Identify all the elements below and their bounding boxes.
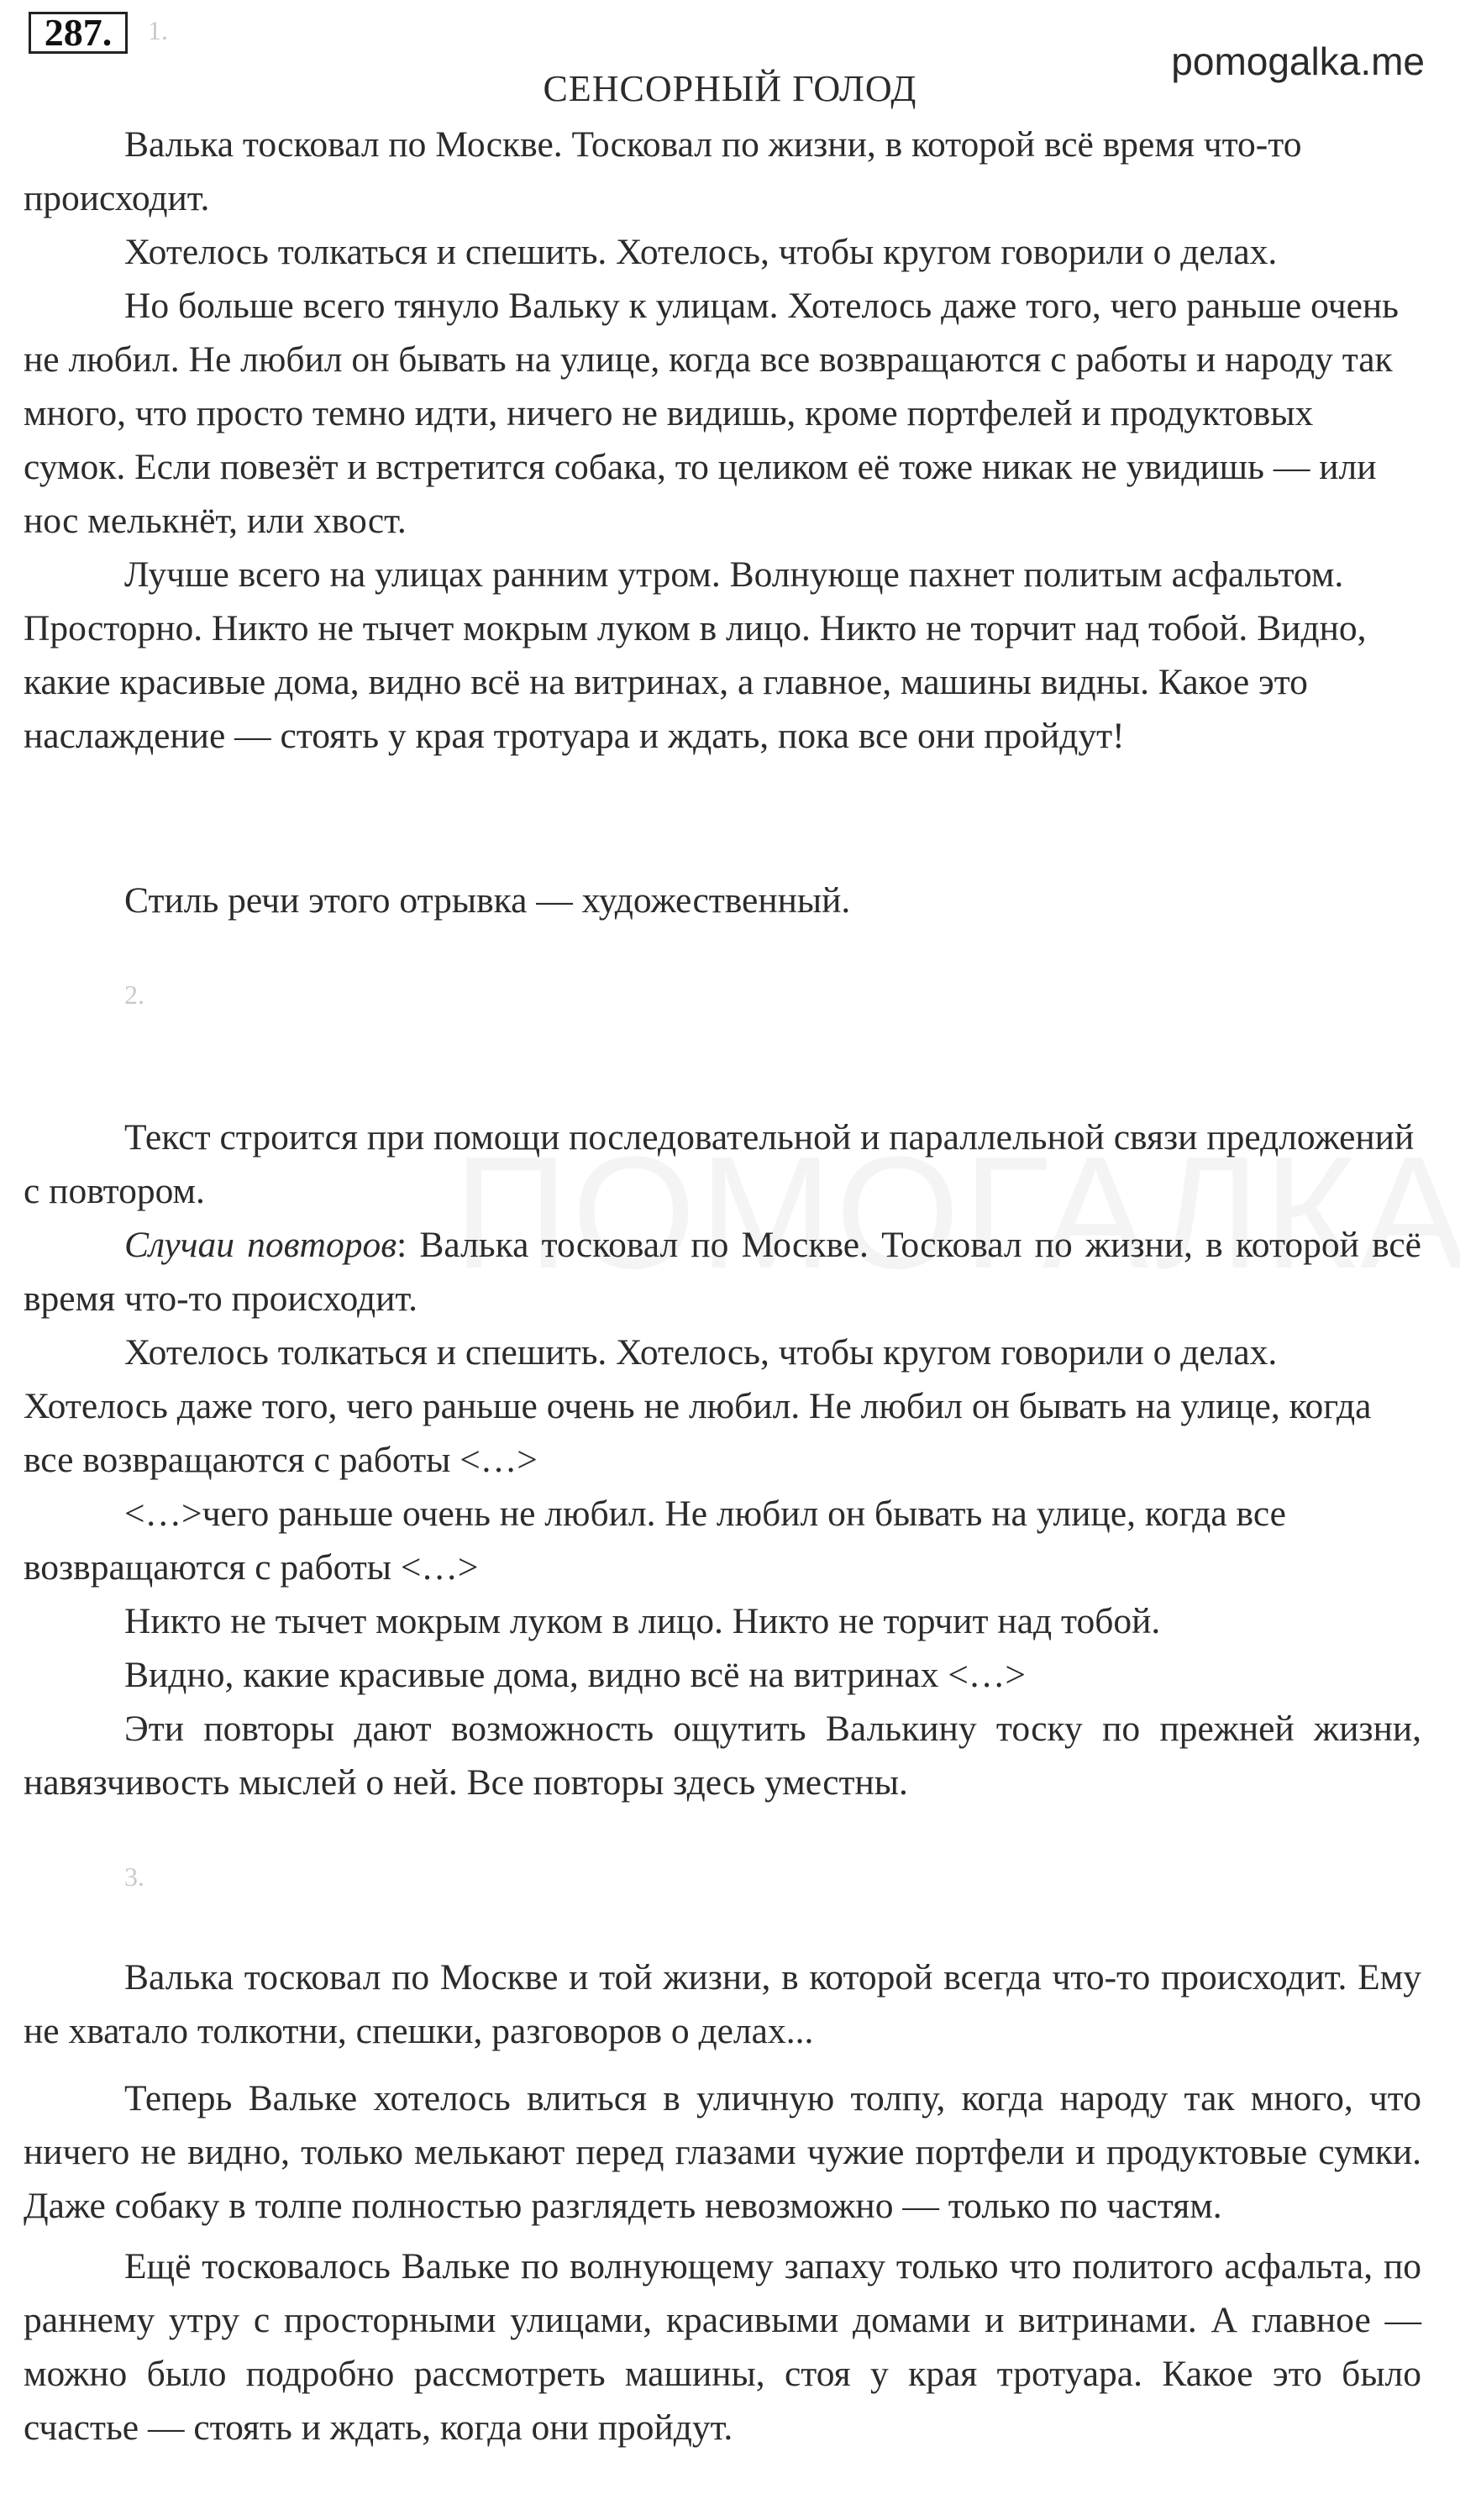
text-title: СЕНСОРНЫЙ ГОЛОД <box>543 68 917 109</box>
paragraph: Видно, какие красивые дома, видно всё на витринах <…> <box>124 1655 1026 1695</box>
paragraph: Валька тосковал по Москве и той жизни, в которой всегда что-то происходит. Ему не хватало толкотни, спешки, разговоров о делах... <box>24 1957 1421 2051</box>
repeat-cases-text: : Валька тосковал по Москве. Тосковал по жизни, в которой всё время что-то происходит. <box>24 1225 1421 1319</box>
paragraph <box>24 1218 1421 1326</box>
task-marker-2: 2. <box>124 979 144 1010</box>
repeat-cases-label: Случаи повторов <box>124 1225 397 1265</box>
paragraph: Лучше всего на улицах ранним утром. Волнующе пахнет политым асфальтом. Просторно. Никто не тычет мокрым луком в лицо. Никто не торчит над тобой. Видно, какие красивые дома, видно всё на витринах, а главное, машины видны. Какое это наслаждение — стоять у края тротуара и ждать, пока все они пройдут! <box>24 554 1367 756</box>
exercise-number: 287. <box>29 12 128 54</box>
paragraph: Эти повторы дают возможность ощутить Валькину тоску по прежней жизни, навязчивость мыслей о ней. Все повторы здесь уместны. <box>24 1709 1421 1803</box>
paragraph: Никто не тычет мокрым луком в лицо. Никто не торчит над тобой. <box>124 1601 1161 1641</box>
part3-text <box>24 1950 1421 2454</box>
paragraph: Хотелось толкаться и спешить. Хотелось, чтобы кругом говорили о делах. <box>124 232 1278 272</box>
paragraph: <…>чего раньше очень не любил. Не любил он бывать на улице, когда все возвращаются с работы <…> <box>24 1494 1286 1588</box>
part1-text <box>24 118 1421 763</box>
paragraph: Но больше всего тянуло Вальку к улицам. Хотелось даже того, чего раньше очень не любил. Не любил он бывать на улице, когда все возвращаются с работы и народу так много, что просто темно идти, ничего не видишь, кроме портфелей и продуктовых сумок. Если повезёт и встретится собака, то целиком её тоже никак не увидишь — или нос мелькнёт, или хвост. <box>24 286 1399 541</box>
task-marker-3: 3. <box>124 1861 144 1892</box>
style-note <box>24 874 1421 927</box>
paragraph: Стиль речи этого отрывка — художественный. <box>124 880 851 921</box>
paragraph: Валька тосковал по Москве. Тосковал по жизни, в которой всё время что-то происходит. <box>24 124 1302 218</box>
paragraph: Хотелось толкаться и спешить. Хотелось, чтобы кругом говорили о делах. Хотелось даже того, чего раньше очень не любил. Не любил он бывать на улице, когда все возвращаются с работы <…> <box>24 1332 1372 1480</box>
site-watermark[interactable]: pomogalka.me <box>1171 39 1425 83</box>
task-marker-1: 1. <box>148 15 168 45</box>
paragraph: Теперь Вальке хотелось влиться в уличную толпу, когда народу так много, что ничего не видно, только мелькают перед глазами чужие портфели и продуктовые сумки. Даже собаку в толпе полностью разглядеть невозможно — только по частям. <box>24 2078 1421 2226</box>
paragraph: Текст строится при помощи последовательной и параллельной связи предложений с повтором. <box>24 1117 1415 1211</box>
part2-text <box>24 1110 1421 1809</box>
paragraph: Ещё тосковалось Вальке по волнующему запаху только что политого асфальта, по раннему утру с просторными улицами, красивыми домами и витринами. А главное — можно было подробно рассмотреть машины, стоя у края тротуара. Какое это было счастье — стоять и ждать, когда они пройдут. <box>24 2246 1421 2448</box>
